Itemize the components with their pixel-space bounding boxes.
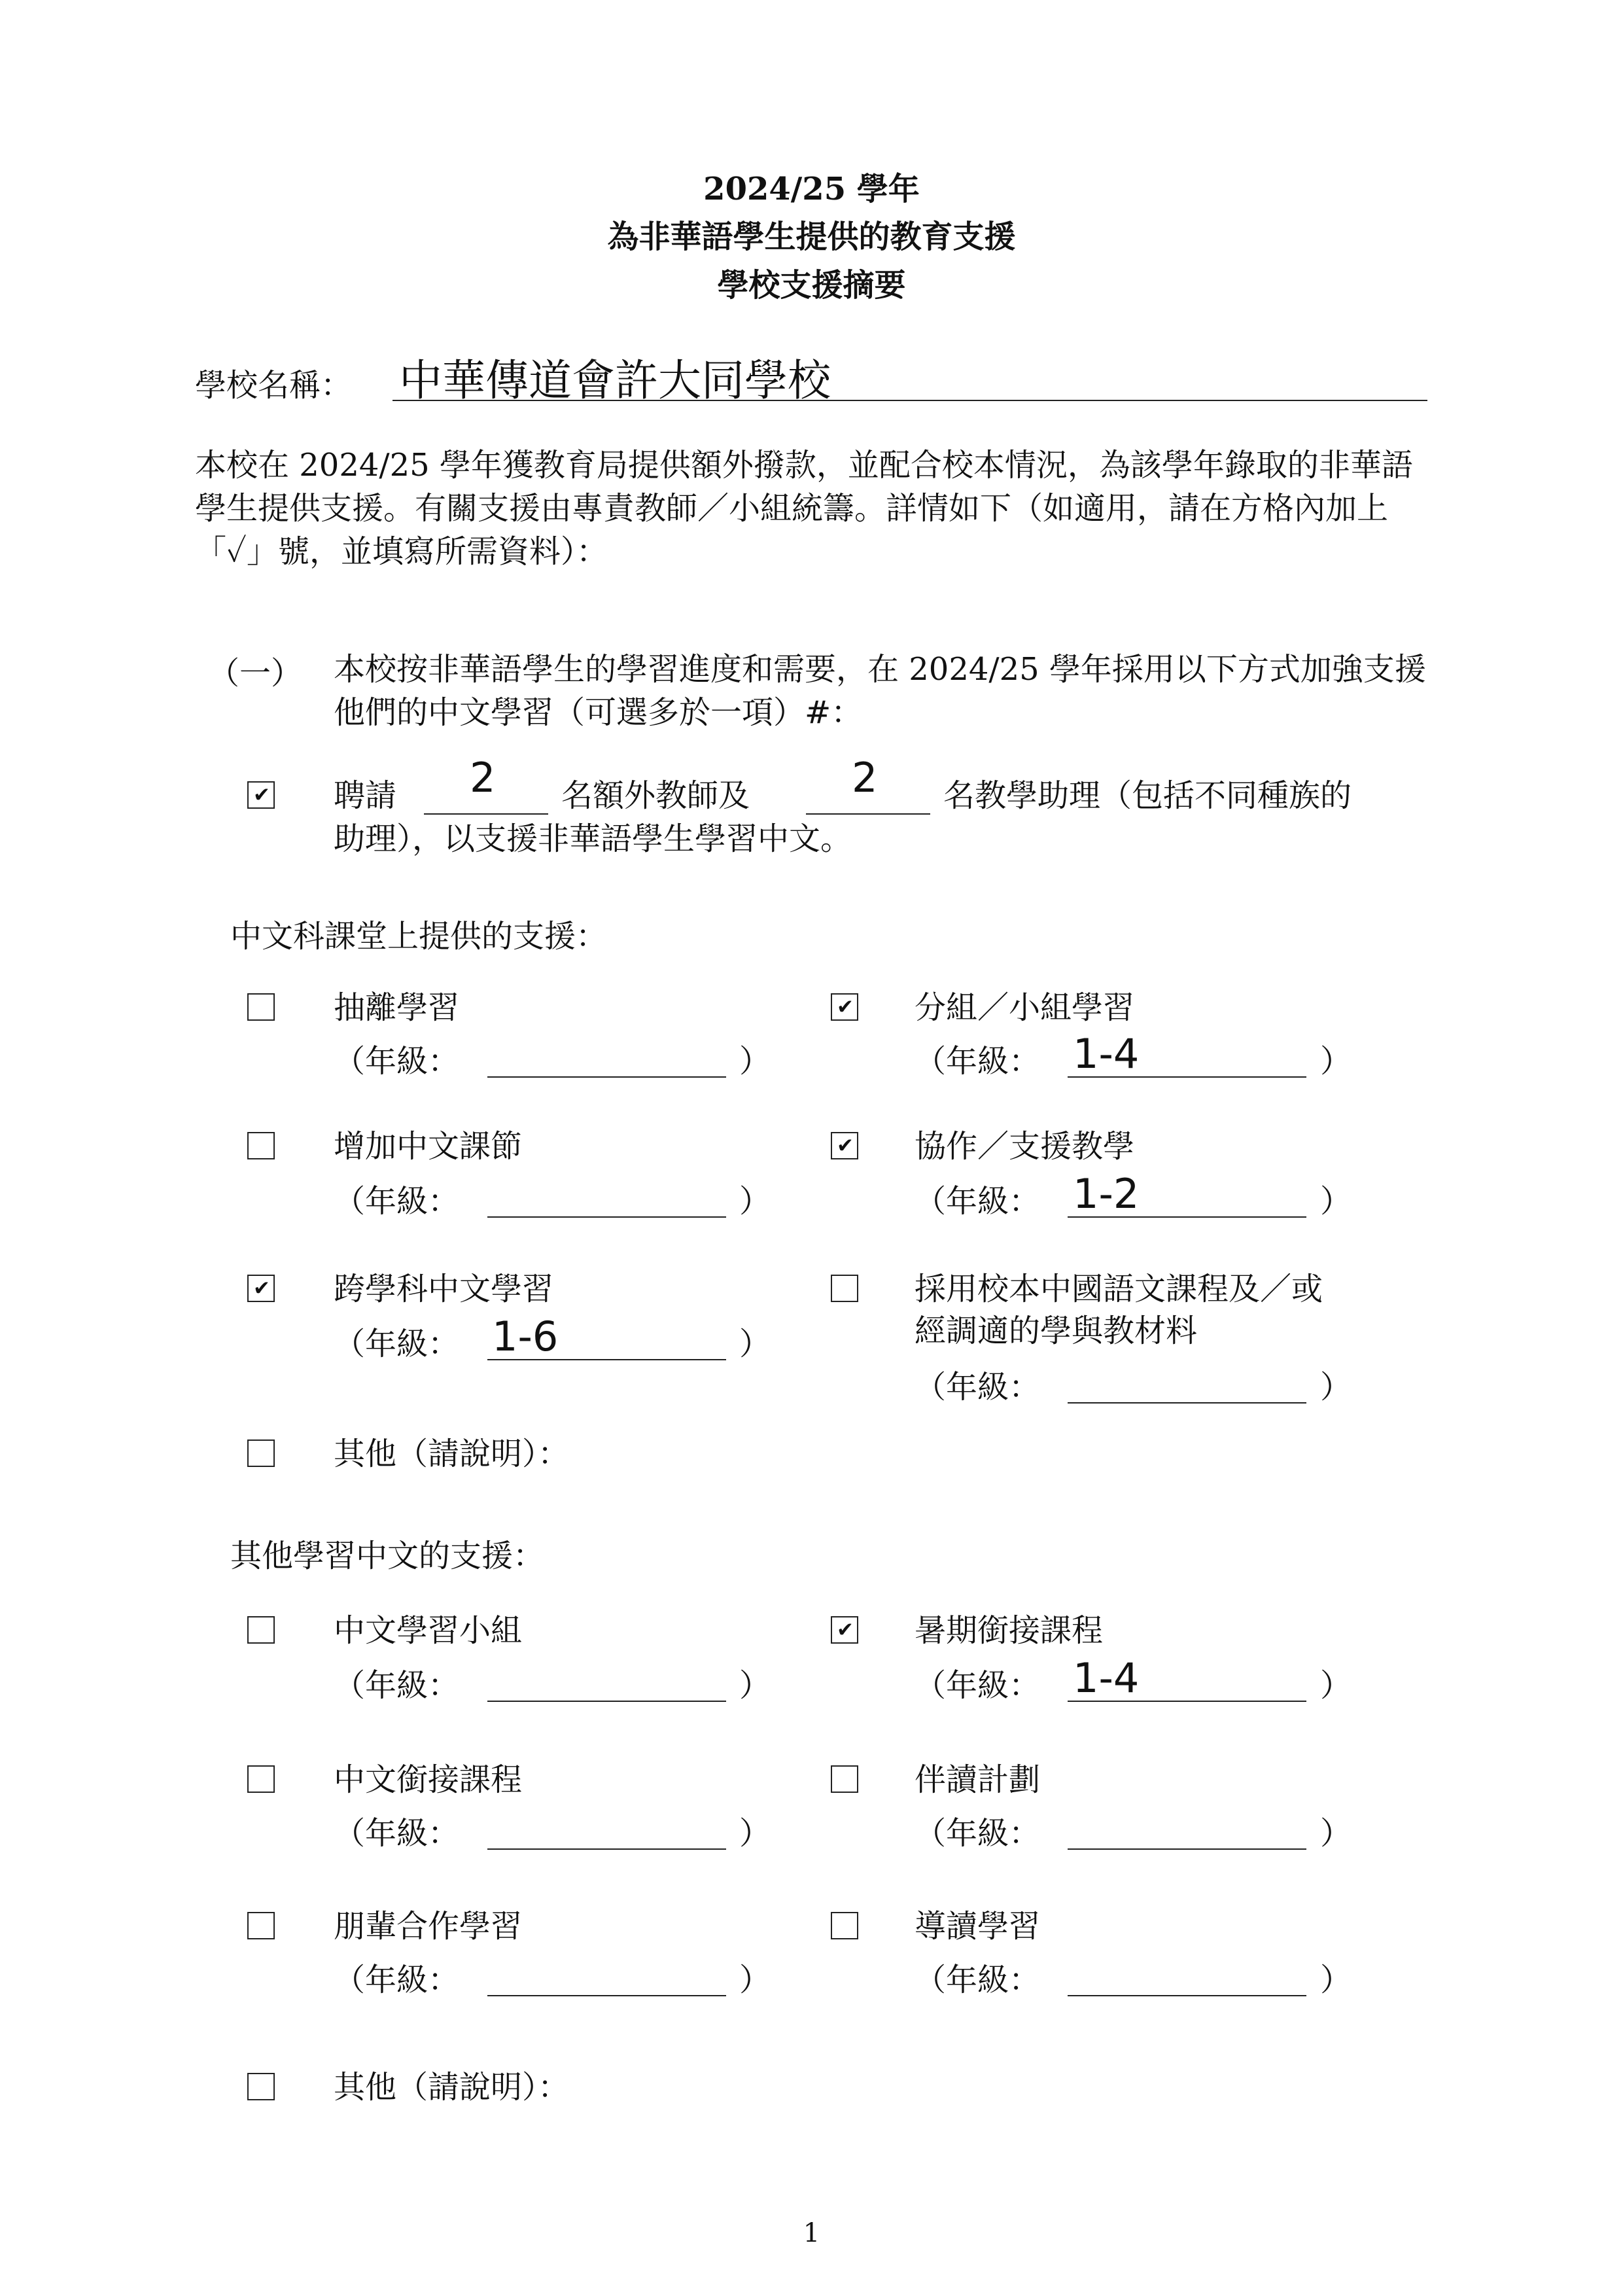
form-year-title: 2024/25 學年 — [703, 171, 920, 207]
grade-label: （年級： — [334, 1815, 460, 1852]
summer-bridging-checkbox[interactable] — [831, 1616, 858, 1644]
grade-label: （年級： — [334, 1326, 460, 1362]
check-mark-icon: ✔ — [837, 1618, 854, 1642]
school-based-curriculum-checkbox[interactable] — [831, 1275, 858, 1302]
grade-close-paren: ） — [1320, 1962, 1352, 1998]
grade-label: （年級： — [915, 1962, 1041, 1998]
co-teaching-label: 協作／支援教學 — [915, 1128, 1135, 1165]
guided-reading-checkbox[interactable] — [831, 1912, 858, 1939]
grade-close-paren: ） — [1320, 1183, 1352, 1220]
grade-label: （年級： — [915, 1369, 1041, 1405]
section-number: （一） — [208, 655, 303, 692]
grade-label: （年級： — [334, 1183, 460, 1220]
teachers-blank-line — [424, 813, 548, 815]
extra-lessons-checkbox[interactable] — [247, 1132, 275, 1159]
grade-close-paren: ） — [739, 1326, 771, 1362]
co-teaching-checkbox[interactable] — [831, 1132, 858, 1159]
grade-close-paren: ） — [739, 1183, 771, 1220]
grade-blank-line — [487, 1995, 726, 1996]
reading-buddy-label: 伴讀計劃 — [915, 1761, 1041, 1798]
grade-close-paren: ） — [1320, 1369, 1352, 1405]
grade-label: （年級： — [334, 1962, 460, 1998]
school-based-curriculum-label: 採用校本中國語文課程及／或 — [915, 1271, 1323, 1307]
cross-curricular-grade-field[interactable]: 1-6 — [492, 1313, 559, 1360]
grade-close-paren: ） — [739, 1815, 771, 1852]
grade-blank-line — [487, 1216, 726, 1218]
assistants-count-field[interactable]: 2 — [852, 754, 878, 802]
chinese-bridging-label: 中文銜接課程 — [334, 1761, 523, 1798]
hire-label-part3: 名教學助理（包括不同種族的 — [943, 777, 1352, 814]
peer-learning-checkbox[interactable] — [247, 1912, 275, 1939]
study-group-label: 中文學習小組 — [334, 1612, 523, 1649]
grade-close-paren: ） — [1320, 1043, 1352, 1080]
grade-label: （年級： — [915, 1043, 1041, 1080]
peer-learning-label: 朋輩合作學習 — [334, 1908, 523, 1945]
grade-label: （年級： — [334, 1667, 460, 1704]
school-name-label: 學校名稱： — [195, 367, 353, 404]
group-learning-label: 分組／小組學習 — [915, 989, 1135, 1026]
grade-blank-line — [1068, 1995, 1306, 1996]
hire-label-part1: 聘請 — [334, 777, 397, 814]
guided-reading-label: 導讀學習 — [915, 1908, 1041, 1945]
grade-label: （年級： — [334, 1043, 460, 1080]
extra-lessons-label: 增加中文課節 — [334, 1128, 523, 1165]
grade-close-paren: ） — [739, 1667, 771, 1704]
grade-blank-line — [487, 1848, 726, 1850]
teachers-count-field[interactable]: 2 — [470, 754, 496, 802]
hire-checkbox[interactable] — [247, 781, 275, 809]
grade-label: （年級： — [915, 1815, 1041, 1852]
other-support-heading: 其他學習中文的支援： — [230, 1538, 545, 1574]
classroom-other-label: 其他（請說明）： — [334, 1436, 570, 1472]
classroom-other-checkbox[interactable] — [247, 1439, 275, 1467]
summer-bridging-grade-field[interactable]: 1-4 — [1073, 1654, 1140, 1702]
study-group-checkbox[interactable] — [247, 1616, 275, 1644]
cross-curricular-checkbox[interactable] — [247, 1275, 275, 1302]
grade-blank-line — [1068, 1848, 1306, 1850]
grade-label: （年級： — [915, 1183, 1041, 1220]
grade-blank-line — [1068, 1402, 1306, 1404]
pullout-label: 抽離學習 — [334, 989, 460, 1026]
check-mark-icon: ✔ — [253, 783, 270, 807]
check-mark-icon: ✔ — [837, 1134, 854, 1157]
intro-paragraph: 本校在 2024/25 學年獲教育局提供額外撥款，並配合校本情況，為該學年錄取的非華語學生提供支援。有關支援由專責教師／小組統籌。詳情如下（如適用，請在方格內加上「✓」號，並填寫所需資料）： — [195, 447, 1413, 570]
school-name-field[interactable]: 中華傳道會許大同學校 — [399, 355, 831, 406]
form-subtitle: 學校支援摘要 — [717, 267, 906, 304]
co-teaching-grade-field[interactable]: 1-2 — [1073, 1170, 1140, 1218]
other-support-other-checkbox[interactable] — [247, 2073, 275, 2100]
classroom-support-heading: 中文科課堂上提供的支援： — [230, 918, 608, 955]
cross-curricular-label: 跨學科中文學習 — [334, 1271, 554, 1307]
grade-close-paren: ） — [1320, 1815, 1352, 1852]
grade-close-paren: ） — [739, 1962, 771, 1998]
page-number: 1 — [803, 2218, 820, 2248]
section-description: 本校按非華語學生的學習進度和需要，在 2024/25 學年採用以下方式加強支援他們的中文學習（可選多於一項）#： — [334, 651, 1426, 731]
pullout-checkbox[interactable] — [247, 993, 275, 1021]
hire-label-line2: 助理），以支援非華語學生學習中文。 — [334, 821, 852, 857]
check-mark-icon: ✔ — [253, 1277, 270, 1300]
grade-label: （年級： — [915, 1667, 1041, 1704]
group-learning-checkbox[interactable] — [831, 993, 858, 1021]
assistants-blank-line — [806, 813, 930, 815]
chinese-bridging-checkbox[interactable] — [247, 1765, 275, 1793]
grade-blank-line — [487, 1701, 726, 1702]
summer-bridging-label: 暑期銜接課程 — [915, 1612, 1104, 1649]
hire-label-part2: 名額外教師及 — [561, 777, 750, 814]
grade-close-paren: ） — [1320, 1667, 1352, 1704]
check-mark-icon: ✔ — [837, 995, 854, 1019]
school-based-curriculum-label-line2: 經調適的學與教材料 — [915, 1313, 1198, 1349]
group-learning-grade-field[interactable]: 1-4 — [1073, 1030, 1140, 1078]
reading-buddy-checkbox[interactable] — [831, 1765, 858, 1793]
form-title: 為非華語學生提供的教育支援 — [607, 219, 1016, 255]
grade-close-paren: ） — [739, 1043, 771, 1080]
other-support-other-label: 其他（請說明）： — [334, 2069, 570, 2106]
grade-blank-line — [487, 1076, 726, 1078]
